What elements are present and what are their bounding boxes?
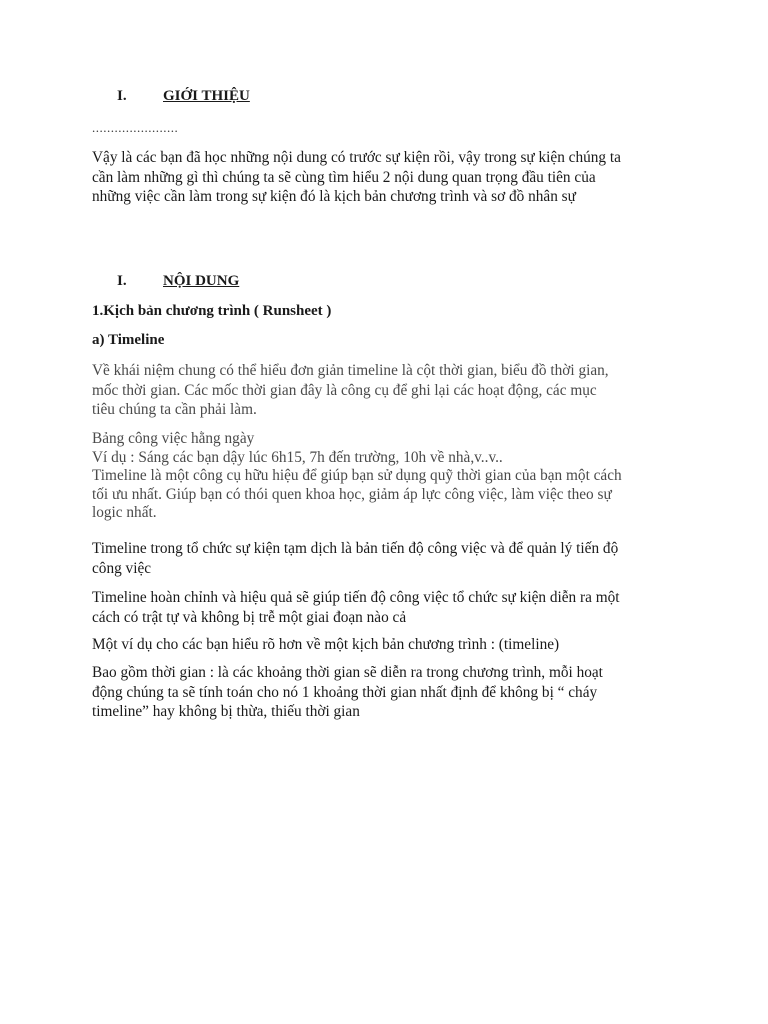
text-line: Một ví dụ cho các bạn hiểu rõ hơn về một kịch bản chương trình : (timeline) xyxy=(92,636,560,653)
text-line: Bao gồm thời gian : là các khoảng thời gian sẽ diễn ra trong chương trình, mỗi hoạt xyxy=(92,664,603,681)
text-line: Timeline trong tổ chức sự kiện tạm dịch là bản tiến độ công việc và để quản lý tiến độ xyxy=(92,540,619,557)
text-line: động chúng ta sẽ tính toán cho nó 1 khoảng thời gian nhất định để không bị “ cháy xyxy=(92,683,598,701)
time-allocation-paragraph xyxy=(92,663,692,722)
text-line: những việc cần làm trong sự kiện đó là kịch bản chương trình và sơ đồ nhân sự xyxy=(92,188,576,205)
text-line: mốc thời gian. Các mốc thời gian đây là công cụ để ghi lại các hoạt động, các mục xyxy=(92,381,597,399)
text-line: tối ưu nhất. Giúp bạn có thói quen khoa học, giảm áp lực công việc, làm việc theo sự xyxy=(92,485,612,503)
timeline-benefit-paragraph xyxy=(92,588,692,627)
subheading-runsheet: 1.Kịch bản chương trình ( Runsheet ) xyxy=(92,303,332,319)
timeline-definition-paragraph xyxy=(92,539,692,578)
intro-paragraph xyxy=(92,148,692,207)
section-title: NỘI DUNG xyxy=(163,273,240,289)
placeholder-dots: ....................... xyxy=(92,120,179,135)
section-number: I. xyxy=(117,88,127,104)
text-line: timeline” hay không bị thừa, thiếu thời gian xyxy=(92,703,360,720)
text-line: công việc xyxy=(92,559,152,577)
text-line: cách có trật tự và không bị trễ một giai đoạn nào cả xyxy=(92,608,407,626)
text-line: logic nhất. xyxy=(92,504,157,521)
concept-paragraph xyxy=(92,361,692,420)
text-line: Vậy là các bạn đã học những nội dung có trước sự kiện rồi, vậy trong sự kiện chúng ta xyxy=(92,149,621,166)
text-line: Timeline hoàn chỉnh và hiệu quả sẽ giúp tiến độ công việc tổ chức sự kiện diễn ra một xyxy=(92,589,620,606)
section-heading-intro xyxy=(117,88,250,105)
section-heading-content xyxy=(117,273,239,290)
text-line: cần làm những gì thì chúng ta sẽ cùng tìm hiểu 2 nội dung quan trọng đầu tiên của xyxy=(92,168,596,186)
example-paragraph xyxy=(92,430,692,523)
section-number: I. xyxy=(117,273,127,289)
subheading-timeline: a) Timeline xyxy=(92,332,165,348)
text-line: Về khái niệm chung có thể hiểu đơn giản timeline là cột thời gian, biểu đồ thời gian, xyxy=(92,362,609,379)
section-title: GIỚI THIỆU xyxy=(163,88,250,104)
text-line: Timeline là một công cụ hữu hiệu để giúp bạn sử dụng quỹ thời gian của bạn một cách xyxy=(92,467,622,484)
example-intro-paragraph xyxy=(92,635,692,655)
text-line: Ví dụ : Sáng các bạn dậy lúc 6h15, 7h đến trường, 10h về nhà,v..v.. xyxy=(92,448,503,466)
text-line: Bảng công việc hằng ngày xyxy=(92,430,255,447)
text-line: tiêu chúng ta cần phải làm. xyxy=(92,401,257,418)
